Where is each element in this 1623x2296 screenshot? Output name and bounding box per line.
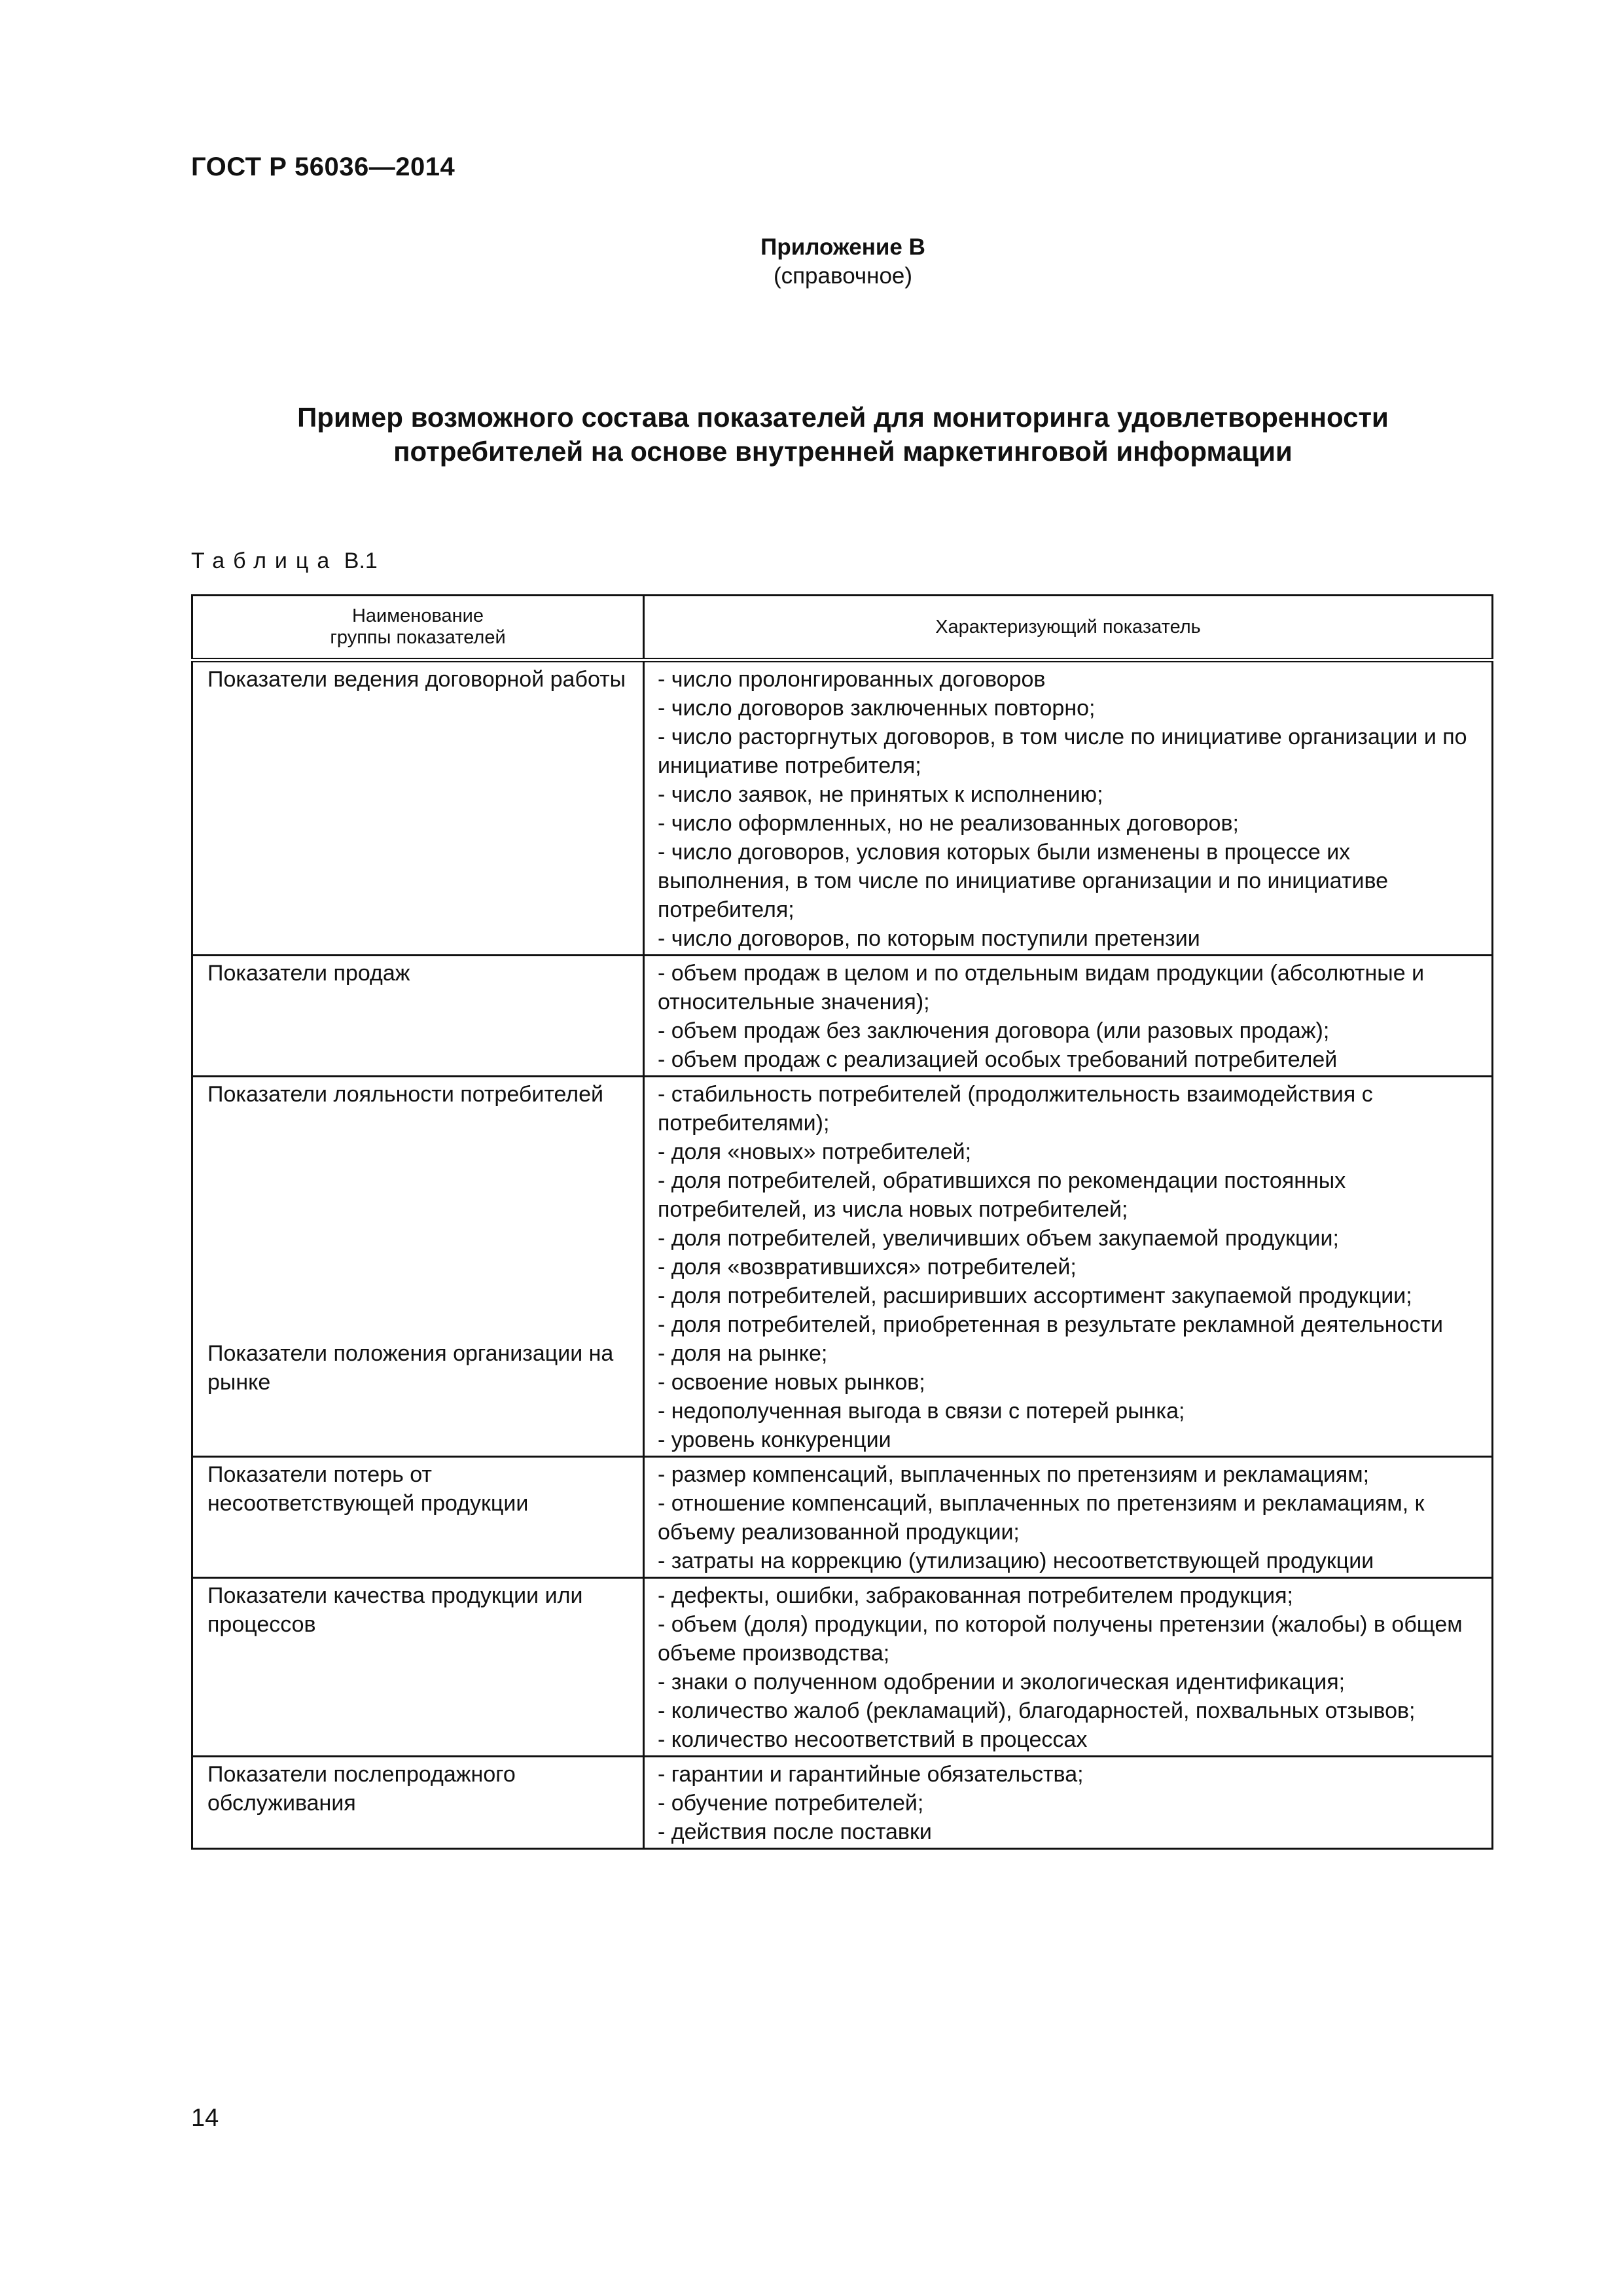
- indicator-item: - число пролонгированных договоров: [658, 667, 1046, 692]
- indicator-cell: [644, 660, 1493, 956]
- indicator-item: - доля потребителей, увеличивших объем закупаемой продукции;: [658, 1226, 1339, 1251]
- header-indicator-column: Характеризующий показатель: [644, 596, 1493, 660]
- indicator-item: - размер компенсаций, выплаченных по претензиям и рекламациям;: [658, 1462, 1370, 1487]
- indicator-item: - освоение новых рынков;: [658, 1370, 925, 1395]
- indicator-item: - стабильность потребителей (продолжительность взаимодействия с потребителями);: [658, 1082, 1373, 1136]
- group-name-cell: [192, 1757, 644, 1849]
- indicator-item: - объем продаж без заключения договора (или разовых продаж);: [658, 1018, 1330, 1043]
- indicator-cell: [644, 1077, 1493, 1457]
- indicator-item: - количество несоответствий в процессах: [658, 1727, 1088, 1752]
- indicator-item: - недополученная выгода в связи с потерей рынка;: [658, 1399, 1185, 1424]
- indicator-cell: [644, 1578, 1493, 1757]
- header-group-line-2: группы показателей: [330, 627, 506, 648]
- appendix-subtitle: (справочное): [773, 263, 913, 289]
- group-name: Показатели продаж: [207, 961, 410, 986]
- indicator-item: - доля «новых» потребителей;: [658, 1139, 972, 1164]
- indicator-item: - число расторгнутых договоров, в том числе по инициативе организации и по инициативе потребителя;: [658, 725, 1467, 778]
- indicator-cell: [644, 956, 1493, 1077]
- group-name-cell: [192, 1578, 644, 1757]
- table-caption-word: Таблица: [191, 548, 338, 573]
- indicator-item: - число оформленных, но не реализованных договоров;: [658, 811, 1239, 836]
- indicator-item: - дефекты, ошибки, забракованная потребителем продукция;: [658, 1583, 1293, 1608]
- table-caption: [191, 548, 378, 574]
- indicator-item: - действия после поставки: [658, 1820, 932, 1844]
- table-row: [192, 1578, 1493, 1757]
- table-caption-number: В.1: [344, 548, 378, 573]
- indicator-item: - объем продаж с реализацией особых требований потребителей: [658, 1047, 1338, 1072]
- appendix-heading: [0, 233, 1623, 291]
- group-name: Показатели качества продукции или процессов: [207, 1583, 583, 1637]
- table-row: [192, 660, 1493, 956]
- indicator-item: - доля потребителей, обратившихся по рекомендации постоянных потребителей, из числа новых потребителей;: [658, 1168, 1346, 1222]
- indicator-item: - отношение компенсаций, выплаченных по претензиям и рекламациям, к объему реализованной продукции;: [658, 1491, 1425, 1545]
- appendix-title: Приложение В: [760, 234, 925, 260]
- group-name: Показатели положения организации на рынке: [207, 1341, 614, 1395]
- table-row: [192, 1757, 1493, 1849]
- indicator-item: - затраты на коррекцию (утилизацию) несоответствующей продукции: [658, 1549, 1374, 1573]
- page-title-line-2: потребителей на основе внутренней маркетинговой информации: [393, 436, 1293, 467]
- indicator-cell: [644, 1757, 1493, 1849]
- indicator-cell: [644, 1457, 1493, 1578]
- group-name: Показатели потерь от несоответствующей продукции: [207, 1462, 529, 1516]
- group-name: Показатели послепродажного обслуживания: [207, 1762, 516, 1816]
- page-number: 14: [191, 2104, 219, 2132]
- table-body: [192, 660, 1493, 1849]
- indicator-item: - доля на рынке;: [658, 1341, 828, 1366]
- table-header-row: [192, 596, 1493, 660]
- indicator-item: - число заявок, не принятых к исполнению;: [658, 782, 1103, 807]
- table-row: [192, 956, 1493, 1077]
- indicator-item: - количество жалоб (рекламаций), благодарностей, похвальных отзывов;: [658, 1698, 1416, 1723]
- group-name-cell: [192, 956, 644, 1077]
- indicator-item: - доля «возвратившихся» потребителей;: [658, 1255, 1077, 1280]
- indicator-item: - объем продаж в целом и по отдельным видам продукции (абсолютные и относительные значения);: [658, 961, 1425, 1014]
- table-row: [192, 1457, 1493, 1578]
- group-name: Показатели ведения договорной работы: [207, 667, 626, 692]
- page-title-line-1: Пример возможного состава показателей для мониторинга удовлетворенности: [297, 402, 1389, 433]
- table-row: [192, 1077, 1493, 1457]
- indicator-item: - обучение потребителей;: [658, 1791, 924, 1816]
- indicator-item: - число договоров заключенных повторно;: [658, 696, 1096, 721]
- group-name-cell: [192, 1077, 644, 1457]
- document-id: ГОСТ Р 56036—2014: [191, 152, 455, 181]
- indicator-item: - уровень конкуренции: [658, 1427, 891, 1452]
- page-title: [0, 401, 1623, 469]
- group-name: Показатели лояльности потребителей: [207, 1082, 604, 1107]
- group-name-cell: [192, 1457, 644, 1578]
- indicator-item: - доля потребителей, расширивших ассортимент закупаемой продукции;: [658, 1283, 1412, 1308]
- header-group-line-1: Наименование: [351, 605, 484, 626]
- indicators-table: [191, 594, 1493, 1850]
- indicator-item: - знаки о полученном одобрении и экологическая идентификация;: [658, 1670, 1346, 1695]
- indicator-item: - объем (доля) продукции, по которой получены претензии (жалобы) в общем объеме производства;: [658, 1612, 1463, 1666]
- header-group-column: [192, 596, 644, 660]
- indicator-item: - доля потребителей, приобретенная в результате рекламной деятельности: [658, 1312, 1444, 1337]
- indicator-item: - гарантии и гарантийные обязательства;: [658, 1762, 1084, 1787]
- indicator-item: - число договоров, по которым поступили претензии: [658, 926, 1200, 951]
- group-name-cell: [192, 660, 644, 956]
- indicator-item: - число договоров, условия которых были изменены в процессе их выполнения, в том числе по инициативе организации и по инициативе потребителя;: [658, 840, 1389, 922]
